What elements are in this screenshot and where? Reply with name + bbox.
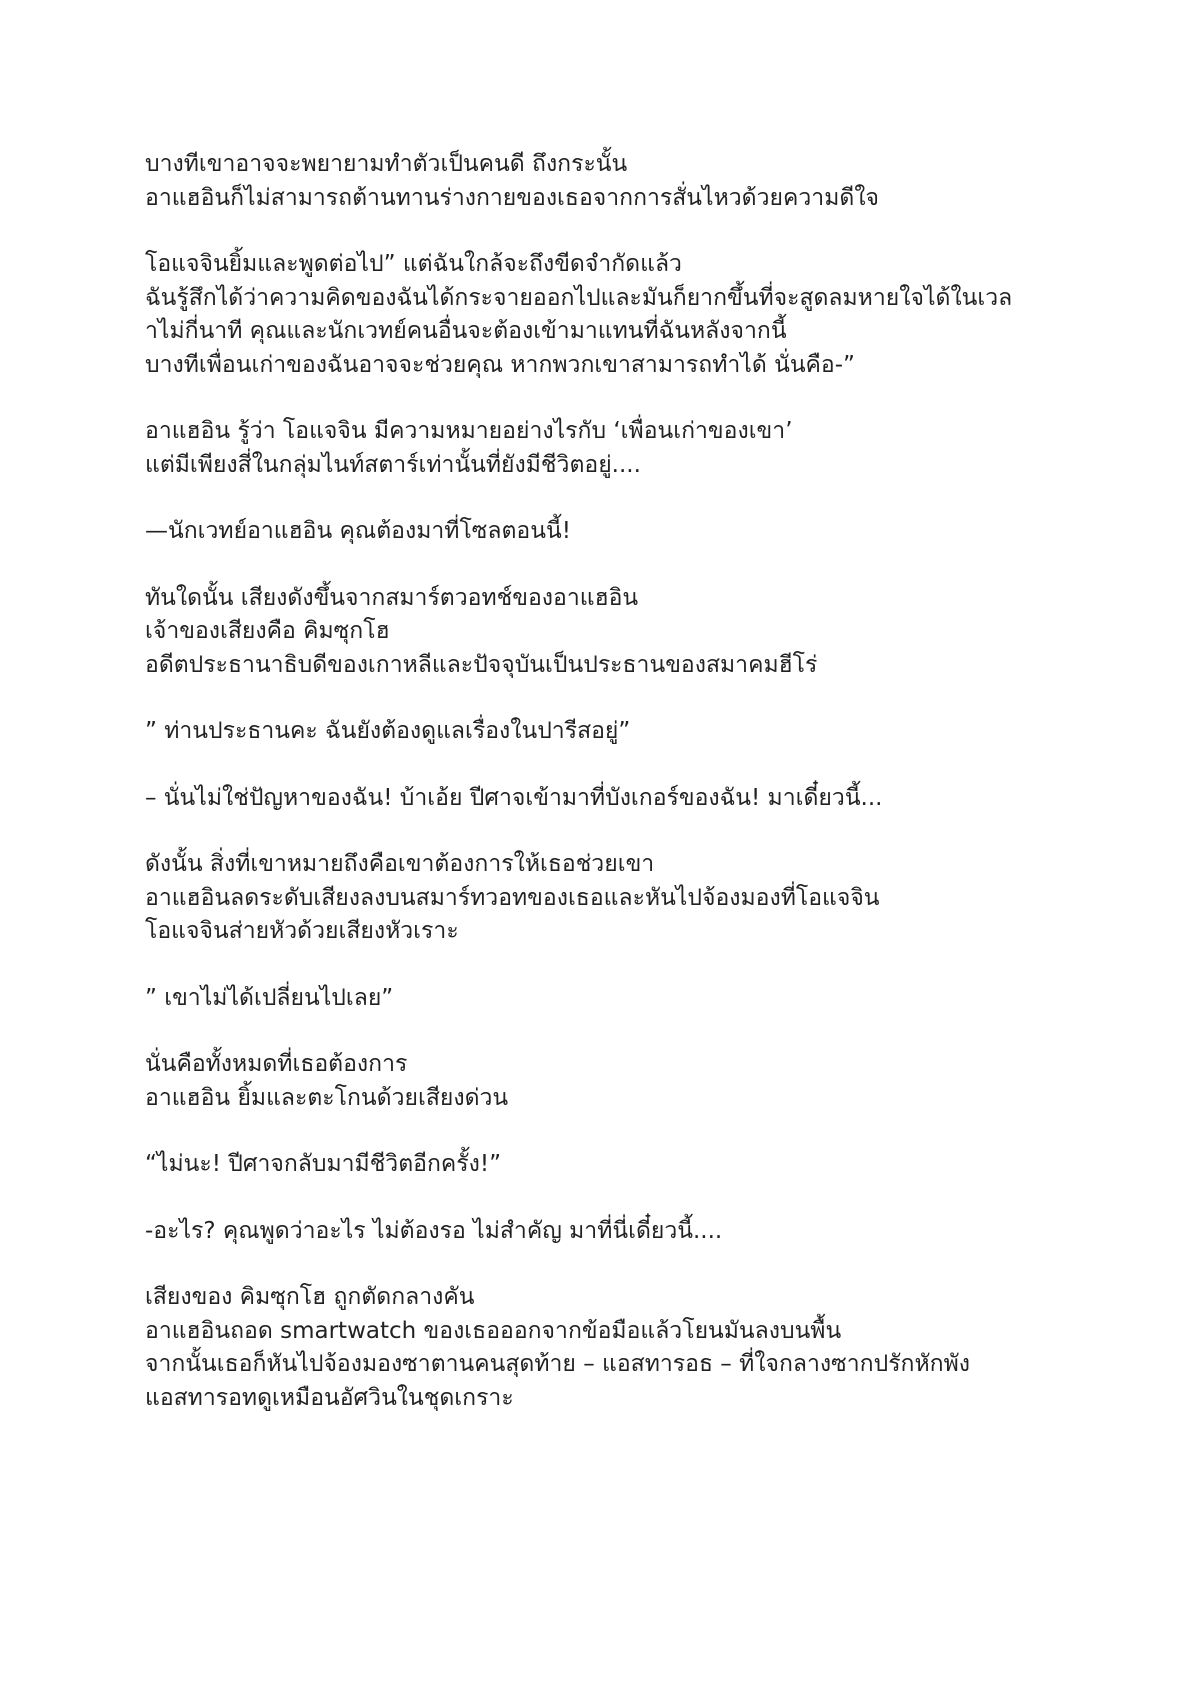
text-line: แต่มีเพียงสี่ในกลุ่มไนท์สตาร์เท่านั้นที่ยังมีชีวิตอยู่.... <box>145 451 641 478</box>
text-line: แอสทารอทดูเหมือนอัศวินในชุดเกราะ <box>145 1384 514 1411</box>
paragraph-6 <box>145 715 1055 749</box>
paragraph-10 <box>145 1048 1055 1115</box>
paragraph-8 <box>145 848 1055 949</box>
text-line: บางทีเพื่อนเก่าของฉันอาจจะช่วยคุณ หากพวกเขาสามารถทำได้ นั่นคือ-” <box>145 351 855 378</box>
text-line: โอแจจินส่ายหัวด้วยเสียงหัวเราะ <box>145 918 459 944</box>
text-line: โอแจจินยิ้มและพูดต่อไป” แต่ฉันใกล้จะถึงขีดจำกัดแล้ว <box>145 251 682 277</box>
text-line: นั่นคือทั้งหมดที่เธอต้องการ <box>145 1051 408 1077</box>
text-line: เจ้าของเสียงคือ คิมซุกโฮ <box>145 618 390 644</box>
text-line: ดังนั้น สิ่งที่เขาหมายถึงคือเขาต้องการให้เธอช่วยเขา <box>145 851 655 877</box>
text-line: ” ท่านประธานคะ ฉันยังต้องดูแลเรื่องในปารีสอยู่” <box>145 718 631 744</box>
paragraph-3 <box>145 415 1055 482</box>
text-line: บางทีเขาอาจจะพยายามทำตัวเป็นคนดี ถึงกระนั้น <box>145 151 628 177</box>
text-line: อาแฮอินก็ไม่สามารถต้านทานร่างกายของเธอจากการสั่นไหวด้วยความดีใจ <box>145 184 880 211</box>
text-line: “ไม่นะ! ปีศาจกลับมามีชีวิตอีกครั้ง!” <box>145 1151 502 1177</box>
text-line: าไม่กี่นาที คุณและนักเวทย์คนอื่นจะต้องเข้ามาแทนที่ฉันหลังจากนี้ <box>145 318 787 344</box>
paragraph-12 <box>145 1215 1055 1249</box>
text-line: – นั่นไม่ใช่ปัญหาของฉัน! บ้าเอ้ย ปีศาจเข้ามาที่บังเกอร์ของฉัน! มาเดี๋ยวนี้... <box>145 784 883 811</box>
text-line: เสียงของ คิมซุกโฮ ถูกตัดกลางคัน <box>145 1284 475 1310</box>
paragraph-1 <box>145 148 1055 215</box>
text-line: —นักเวทย์อาแฮอิน คุณต้องมาที่โซลตอนนี้! <box>145 518 571 544</box>
paragraph-4 <box>145 515 1055 549</box>
paragraph-9 <box>145 982 1055 1016</box>
text-line: อาแฮอิน รู้ว่า โอแจจิน มีความหมายอย่างไรกับ ‘เพื่อนเก่าของเขา’ <box>145 418 793 444</box>
text-line: อาแฮอิน ยิ้มและตะโกนด้วยเสียงด่วน <box>145 1084 509 1111</box>
document-body <box>145 148 1055 1448</box>
text-line: ” เขาไม่ได้เปลี่ยนไปเลย” <box>145 984 394 1011</box>
paragraph-5 <box>145 582 1055 683</box>
paragraph-7 <box>145 782 1055 816</box>
text-line: อาแฮอินถอด smartwatch ของเธอออกจากข้อมือแล้วโยนมันลงบนพื้น <box>145 1317 842 1344</box>
text-line: อาแฮอินลดระดับเสียงลงบนสมาร์ทวอทของเธอและหันไปจ้องมองที่โอแจจิน <box>145 884 880 911</box>
text-line: -อะไร? คุณพูดว่าอะไร ไม่ต้องรอ ไม่สำคัญ มาที่นี่เดี๋ยวนี้.... <box>145 1217 723 1244</box>
paragraph-13 <box>145 1281 1055 1415</box>
paragraph-2 <box>145 248 1055 382</box>
text-line: ฉันรู้สึกได้ว่าความคิดของฉันได้กระจายออกไปและมันก็ยากขึ้นที่จะสูดลมหายใจได้ในเวล <box>145 284 1013 311</box>
paragraph-11 <box>145 1148 1055 1182</box>
text-line: จากนั้นเธอก็หันไปจ้องมองซาตานคนสุดท้าย – แอสทารอธ – ที่ใจกลางซากปรักหักพัง <box>145 1351 970 1377</box>
text-line: ทันใดนั้น เสียงดังขึ้นจากสมาร์ตวอทช์ของอาแฮอิน <box>145 584 639 611</box>
text-line: อดีตประธานาธิบดีของเกาหลีและปัจจุบันเป็นประธานของสมาคมฮีโร่ <box>145 651 818 678</box>
